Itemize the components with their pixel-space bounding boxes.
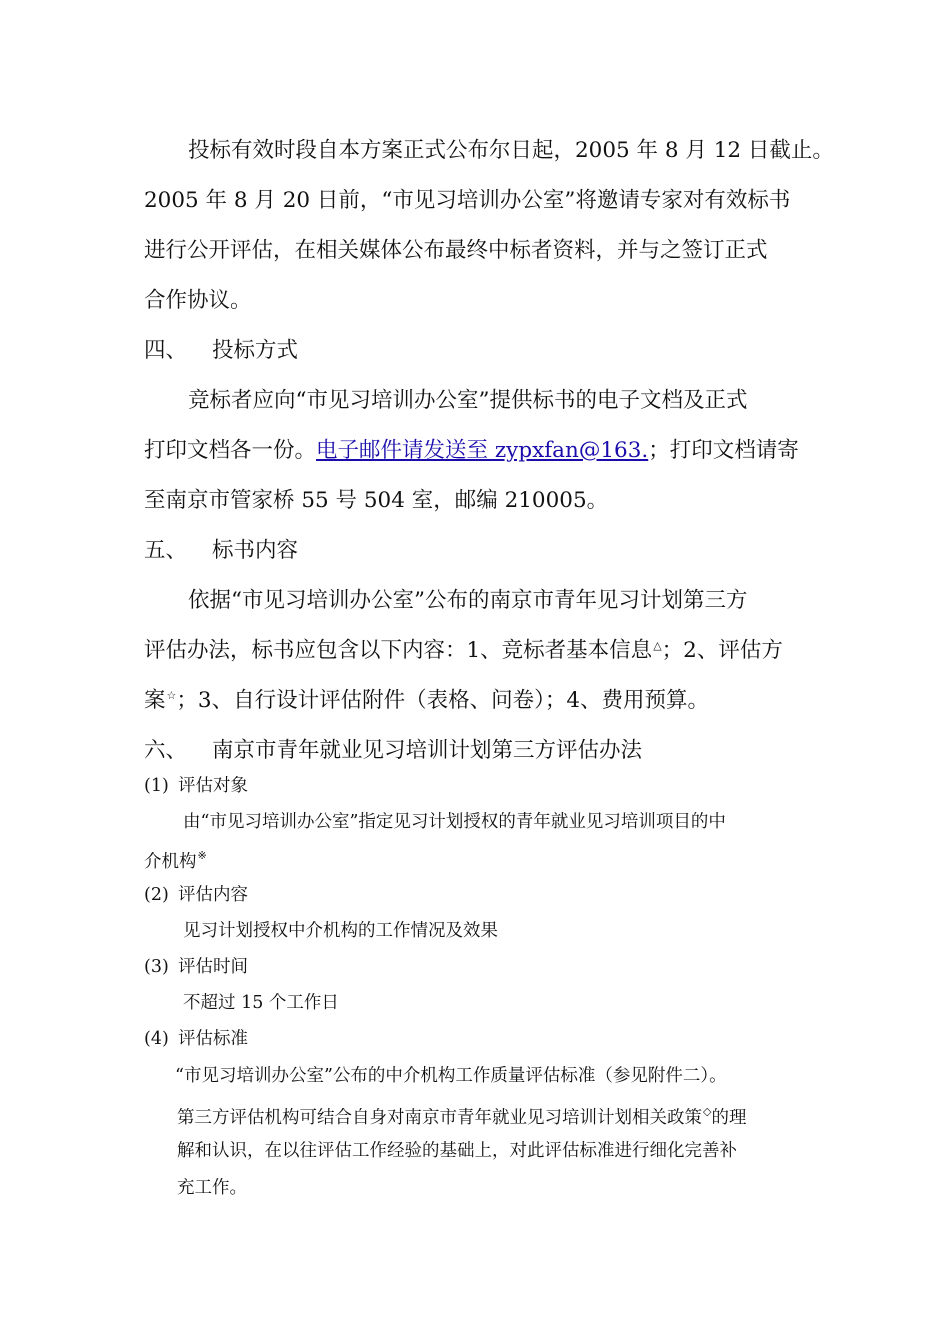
section5-number: 五、 [144, 538, 188, 563]
para2-line3: 至南京市管家桥 55 号 504 室，邮编 210005。 [144, 488, 609, 513]
section6-number: 六、 [144, 738, 188, 763]
section6-title: 南京市青年就业见习培训计划第三方评估办法 [212, 738, 643, 763]
para3-line2-b: ；2、评估方 [661, 638, 783, 663]
item4-line2-b: 的理 [711, 1108, 747, 1128]
item3-line1: 不超过 15 个工作日 [183, 993, 339, 1013]
item3-number: (3) [144, 957, 169, 977]
email-link[interactable]: 电子邮件请发送至 zypxfan@163. [316, 438, 649, 463]
para2-line2 [144, 440, 799, 462]
item3-title: 评估时间 [178, 957, 248, 977]
para3-line1: 依据“市见习培训办公室”公布的南京市青年见习计划第三方 [188, 588, 748, 613]
item4-line4: 充工作。 [177, 1178, 247, 1198]
item1-line1: 由“市见习培训办公室”指定见习计划授权的青年就业见习培训项目的中 [183, 812, 726, 832]
item2-number: (2) [144, 885, 169, 905]
star-mark-icon: ☆ [166, 689, 177, 702]
triangle-mark-icon: △ [653, 639, 662, 652]
item4-number: (4) [144, 1029, 169, 1049]
item1-line2-text: 介机构 [144, 852, 197, 872]
item4-title: 评估标准 [178, 1029, 248, 1049]
item4-line3: 解和认识，在以往评估工作经验的基础上，对此评估标准进行细化完善补 [177, 1141, 737, 1161]
section5-title: 标书内容 [212, 538, 299, 563]
item4-line1: “市见习培训办公室”公布的中介机构工作质量评估标准（参见附件二）。 [175, 1066, 727, 1086]
item1-line2 [144, 850, 207, 872]
para1-line2: 2005 年 8 月 20 日前，“市见习培训办公室”将邀请专家对有效标书 [144, 188, 791, 213]
item4-line2-text: 第三方评估机构可结合自身对南京市青年就业见习培训计划相关政策 [177, 1108, 702, 1128]
diamond-mark-icon: ◇ [703, 1105, 712, 1118]
item4-line2 [177, 1106, 746, 1128]
reference-mark-icon: ※ [197, 849, 207, 862]
para3-line2-a: 评估办法，标书应包含以下内容：1、竞标者基本信息 [144, 638, 653, 663]
section4-title: 投标方式 [212, 338, 299, 363]
item2-title: 评估内容 [178, 885, 248, 905]
para1-line1: 投标有效时段自本方案正式公布尔日起，2005 年 8 月 12 日截止。 [188, 138, 834, 163]
item2-line1: 见习计划授权中介机构的工作情况及效果 [183, 921, 498, 941]
item1-number: (1) [144, 776, 169, 796]
para3-line3-b: ；3、自行设计评估附件（表格、问卷）；4、费用预算。 [176, 688, 710, 713]
para3-line3 [144, 690, 709, 712]
item1-title: 评估对象 [178, 776, 248, 796]
para1-line3: 进行公开评估，在相关媒体公布最终中标者资料，并与之签订正式 [144, 238, 768, 263]
para3-line3-a: 案 [144, 688, 166, 713]
para2-line1: 竞标者应向“市见习培训办公室”提供标书的电子文档及正式 [188, 388, 748, 413]
para3-line2 [144, 640, 783, 662]
section4-number: 四、 [144, 338, 188, 363]
para1-line4: 合作协议。 [144, 288, 252, 313]
para2-line2-suffix: ；打印文档请寄 [648, 438, 799, 463]
para2-line2-prefix: 打印文档各一份。 [144, 438, 317, 463]
